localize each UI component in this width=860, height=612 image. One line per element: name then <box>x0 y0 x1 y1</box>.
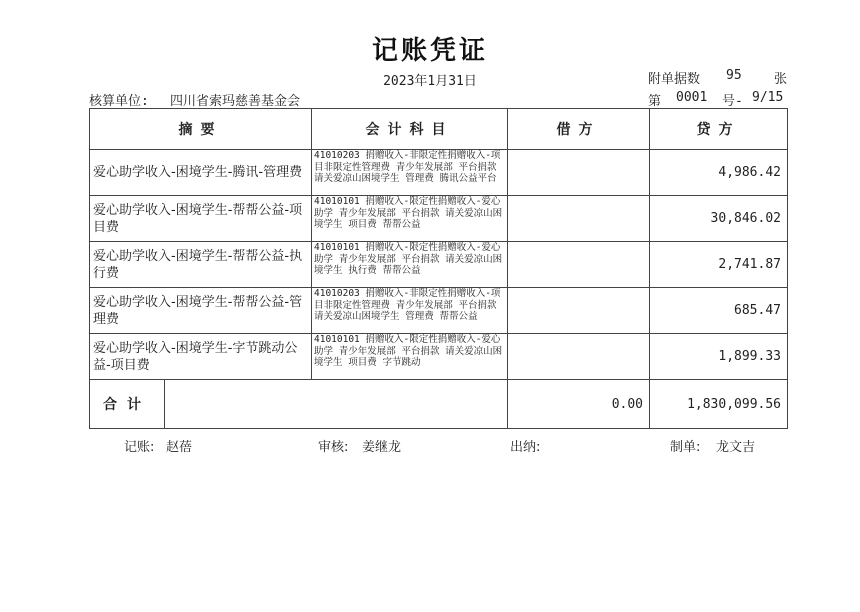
row-credit: 1,899.33 <box>650 334 788 380</box>
voucher-title: 记账凭证 <box>371 36 488 66</box>
table-row <box>90 288 788 334</box>
voucher-date: 2023年1月31日 <box>383 74 477 89</box>
accounting-unit-label: 核算单位: <box>89 94 149 109</box>
header-subject: 会计科目 <box>312 109 508 150</box>
row-debit <box>508 288 650 334</box>
row-credit: 4,986.42 <box>650 150 788 196</box>
total-label-cell <box>90 380 508 429</box>
row-subject: 41010203 捐赠收入-非限定性捐赠收入-项目非限定性管理费 青少年发展部 平台捐款 请关爱凉山困境学生 管理费 腾讯公益平台 <box>312 150 508 196</box>
row-subject: 41010101 捐赠收入-限定性捐赠收入-爱心助学 青少年发展部 平台捐款 请关爱凉山困境学生 项目费 帮帮公益 <box>312 196 508 242</box>
row-debit <box>508 150 650 196</box>
maker-label: 制单: <box>670 440 701 455</box>
row-subject: 41010203 捐赠收入-非限定性捐赠收入-项目非限定性管理费 青少年发展部 平台捐款 请关爱凉山困境学生 管理费 帮帮公益 <box>312 288 508 334</box>
header-summary: 摘要 <box>90 109 312 150</box>
table-row <box>90 334 788 380</box>
row-debit <box>508 242 650 288</box>
voucher-seq-suffix: 号- <box>722 94 743 109</box>
reviewer-label: 审核: <box>318 440 349 455</box>
row-summary: 爱心助学收入-困境学生-帮帮公益-执行费 <box>90 242 312 288</box>
accounting-unit-name: 四川省索玛慈善基金会 <box>170 94 301 109</box>
table-row <box>90 150 788 196</box>
row-debit <box>508 196 650 242</box>
row-summary: 爱心助学收入-困境学生-腾讯-管理费 <box>90 150 312 196</box>
bookkeeper-name: 赵蓓 <box>166 440 193 455</box>
total-label: 合计 <box>90 380 165 428</box>
voucher-seq-label: 第 <box>648 94 662 109</box>
header-debit: 借方 <box>508 109 650 150</box>
table-row <box>90 242 788 288</box>
row-subject: 41010101 捐赠收入-限定性捐赠收入-爱心助学 青少年发展部 平台捐款 请关爱凉山困境学生 执行费 帮帮公益 <box>312 242 508 288</box>
total-row <box>90 380 788 429</box>
voucher-table <box>89 108 788 429</box>
maker-name: 龙文吉 <box>716 440 756 455</box>
header-credit: 贷方 <box>650 109 788 150</box>
row-credit: 30,846.02 <box>650 196 788 242</box>
row-credit: 685.47 <box>650 288 788 334</box>
row-debit <box>508 334 650 380</box>
voucher-seq-number: 0001 <box>676 90 708 105</box>
row-credit: 2,741.87 <box>650 242 788 288</box>
reviewer-name: 姜继龙 <box>362 440 402 455</box>
total-credit: 1,830,099.56 <box>650 380 788 429</box>
total-blank <box>165 380 507 428</box>
attachment-count: 95 <box>726 68 742 83</box>
total-debit: 0.00 <box>508 380 650 429</box>
attachment-unit: 张 <box>774 72 788 87</box>
row-subject: 41010101 捐赠收入-限定性捐赠收入-爱心助学 青少年发展部 平台捐款 请关爱凉山困境学生 项目费 字节跳动 <box>312 334 508 380</box>
row-summary: 爱心助学收入-困境学生-帮帮公益-项目费 <box>90 196 312 242</box>
row-summary: 爱心助学收入-困境学生-字节跳动公益-项目费 <box>90 334 312 380</box>
voucher-page: 9/15 <box>752 90 784 105</box>
attachment-label: 附单据数 <box>648 72 701 87</box>
cashier-label: 出纳: <box>510 440 541 455</box>
row-summary: 爱心助学收入-困境学生-帮帮公益-管理费 <box>90 288 312 334</box>
table-row <box>90 196 788 242</box>
bookkeeper-label: 记账: <box>124 440 155 455</box>
